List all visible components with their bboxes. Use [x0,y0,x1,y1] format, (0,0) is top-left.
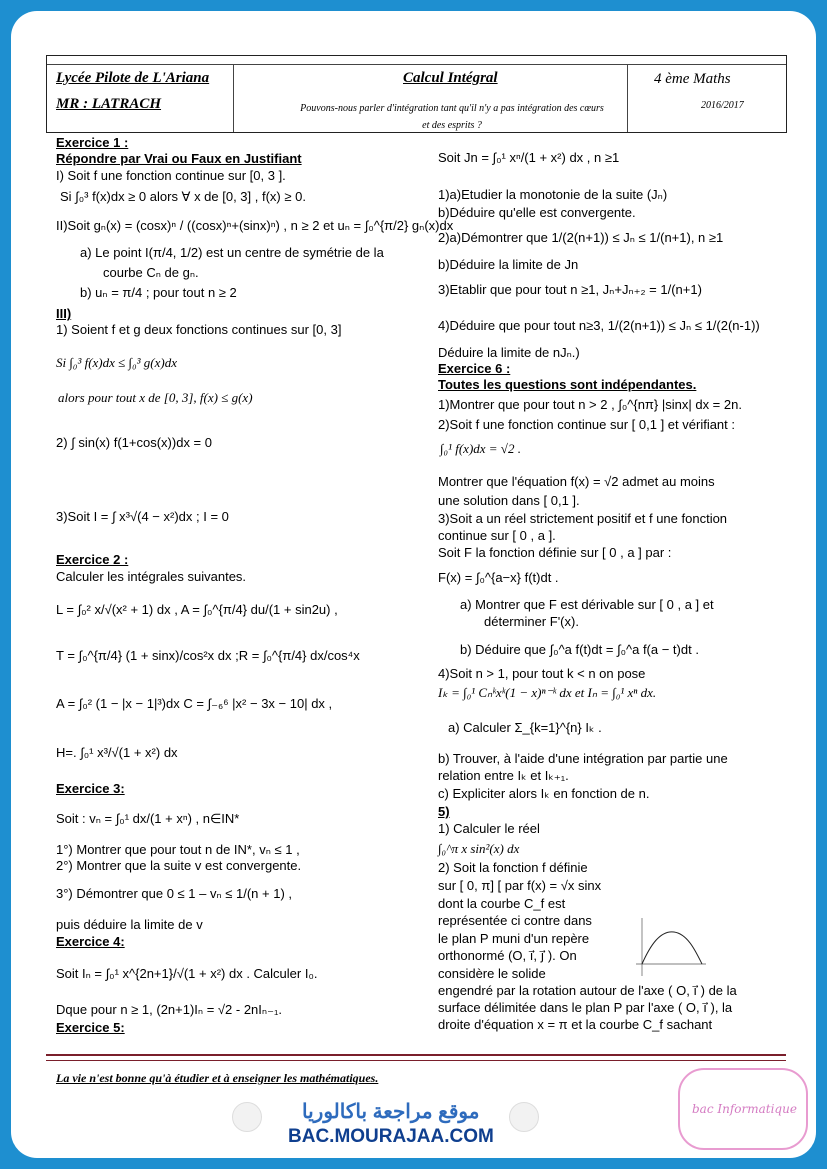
ex6-q3b: continue sur [ 0 , a ]. [438,528,556,543]
ex6-q4c: a) Calculer Σ_{k=1}^{n} Iₖ . [448,720,602,735]
ex5-title: Exercice 5: [56,1020,125,1035]
ex5-line3: b)Déduire qu'elle est convergente. [438,205,636,220]
ex6-q4e: relation entre Iₖ et Iₖ₊₁. [438,768,569,783]
ex6-q5f: représentée ci contre dans [438,913,592,928]
ex2-line2: T = ∫₀^{π/4} (1 + sinx)/cos²x dx ;R = ∫₀^{π/4} dx/cos⁴x [56,648,360,663]
ex6-q4b: Iₖ = ∫₀¹ Cₙᵏxᵏ(1 − x)ⁿ⁻ᵏ dx et Iₙ = ∫₀¹ xⁿ dx. [438,685,657,700]
ex4-title: Exercice 4: [56,934,125,949]
ex4-line1: Soit Iₙ = ∫₀¹ x^{2n+1}/√(1 + x²) dx . Calculer I₀. [56,966,318,981]
site-logo-right [509,1102,539,1132]
ex6-q1: 1)Montrer que pour tout n > 2 , ∫₀^{nπ} |sinx| dx = 2n. [438,397,742,412]
ex2-line3: A = ∫₀² (1 − |x − 1|³)dx C = ∫₋₆⁶ |x² − 3x − 10| dx , [56,696,333,711]
ex3-line4: 3°) Démontrer que 0 ≤ 1 – vₙ ≤ 1/(n + 1) , [56,886,292,901]
footer-motto: La vie n'est bonne qu'à étudier et à enseigner les mathématiques. [56,1071,379,1085]
ex5-line7: 4)Déduire que pour tout n≥3, 1/(2(n+1)) ≤ Jₙ ≤ 1/(2(n-1)) [438,318,760,333]
header-top-line [47,64,786,65]
ex1-part3-ineq: Si ∫₀³ f(x)dx ≤ ∫₀³ g(x)dx [56,355,177,370]
site-url[interactable]: BAC.MOURAJAA.COM [288,1126,494,1147]
header-divider-left [233,64,234,132]
ex1-part3-conclusion: alors pour tout x de [0, 3], f(x) ≤ g(x) [58,390,253,405]
ex1-part2-a2: courbe Cₙ de gₙ. [103,265,199,280]
ex5-line5: b)Déduire la limite de Jn [438,257,579,272]
ex1-title: Exercice 1 : [56,135,129,150]
ex1-part2: II)Soit gₙ(x) = (cosx)ⁿ / ((cosx)ⁿ+(sinx)ⁿ) , n ≥ 2 et uₙ = ∫₀^{π/2} gₙ(x)dx [56,218,454,233]
ex6-q5i: considère le solide [438,966,546,981]
ex2-line4: H=. ∫₀¹ x³/√(1 + x²) dx [56,745,178,760]
ex5-line4: 2)a)Démontrer que 1/(2(n+1)) ≤ Jₙ ≤ 1/(n+1), n ≥1 [438,230,724,245]
graph-curve [642,932,702,964]
document-title: Calcul Intégral [403,70,498,86]
ex6-q2a: 2)Soit f une fonction continue sur [ 0,1 ] et vérifiant : [438,417,736,432]
ex5-line6: 3)Etablir que pour tout n ≥1, Jₙ+Jₙ₊₂ = 1/(n+1) [438,282,702,297]
ex6-q5b: ∫₀^π x sin²(x) dx [438,841,520,856]
school-name: Lycée Pilote de L'Ariana [56,70,210,86]
ex6-q3g: b) Déduire que ∫₀^a f(t)dt = ∫₀^a f(a − t)dt . [460,642,699,657]
ex6-q5: 5) [438,804,450,819]
site-name-arabic[interactable]: موقع مراجعة باكالوريا [302,1101,480,1123]
ex6-q2d: une solution dans [ 0,1 ]. [438,493,580,508]
header-divider-right [627,64,628,132]
ex6-q3f: déterminer F'(x). [484,614,579,629]
ex6-q2c: Montrer que l'équation f(x) = √2 admet au moins [438,474,715,489]
ex2-intro: Calculer les intégrales suivantes. [56,569,247,584]
site-logo-left [232,1102,262,1132]
ex5-line8: Déduire la limite de nJₙ.) [438,345,580,360]
ex6-q5h: orthonormé (O, i⃗, j⃗ ). On [438,948,577,963]
ex5-line2: 1)a)Etudier la monotonie de la suite (Jₙ) [438,187,668,202]
ex1-part3-2: 2) ∫ sin(x) f(1+cos(x))dx = 0 [56,435,212,450]
ex6-q5a: 1) Calculer le réel [438,821,540,836]
ex1-instruction: Répondre par Vrai ou Faux en Justifiant [56,151,302,166]
ex2-line1: L = ∫₀² x/√(x² + 1) dx , A = ∫₀^{π/4} du/(1 + sin2u) , [56,602,338,617]
ex6-q5c: 2) Soit la fonction f définie [438,860,588,875]
ex6-q4d: b) Trouver, à l'aide d'une intégration par partie une [438,751,728,766]
header-quote: Pouvons-nous parler d'intégration tant qu'il n'y a pas intégration des cœurs et des esprits ? [300,103,604,131]
ex6-q3e: a) Montrer que F est dérivable sur [ 0 , a ] et [460,597,714,612]
ex6-q3c: Soit F la fonction définie sur [ 0 , a ] par : [438,545,672,560]
ex1-part3-3: 3)Soit I = ∫ x³√(4 − x²)dx ; I = 0 [56,509,229,524]
ex6-title: Exercice 6 : [438,361,511,376]
ex6-q3d: F(x) = ∫₀^{a−x} f(t)dt . [438,570,559,585]
ex6-q5j: engendré par la rotation autour de l'axe ( O, i⃗ ) de la [438,983,737,998]
ex6-q5e: dont la courbe C_f est [438,896,566,911]
bac-informatique-badge [678,1068,808,1150]
ex6-q4a: 4)Soit n > 1, pour tout k < n on pose [438,666,646,681]
teacher-name: MR : LATRACH [56,96,162,112]
ex6-q5k: surface délimitée dans le plan P par l'axe ( O, i⃗ ), la [438,1000,733,1015]
ex6-q5d: sur [ 0, π] [ par f(x) = √x sinx [438,878,602,893]
ex3-line3: 2°) Montrer que la suite v est convergente. [56,858,302,873]
ex1-part2-b: b) uₙ = π/4 ; pour tout n ≥ 2 [80,285,237,300]
ex6-q3a: 3)Soit a un réel strictement positif et f une fonction [438,511,728,526]
ex2-title: Exercice 2 : [56,552,129,567]
ex6-q5g: le plan P muni d'un repère [438,931,590,946]
footer-rule-thin [46,1060,786,1061]
ex1-part1: I) Soit f une fonction continue sur [0, 3 ]. [56,168,286,183]
ex3-line2: 1°) Montrer que pour tout n de IN*, vₙ ≤ 1 , [56,842,300,857]
ex3-line1: Soit : vₙ = ∫₀¹ dx/(1 + xⁿ) , n∈IN* [56,811,240,826]
ex6-q5l: droite d'équation x = π et la courbe C_f sachant [438,1017,713,1032]
school-year: 2016/2017 [701,100,744,111]
curve-cf-graph [632,916,708,978]
ex3-line5: puis déduire la limite de v [56,917,203,932]
badge-text: bac Informatique [692,1102,797,1116]
ex6-q4f: c) Expliciter alors Iₖ en fonction de n. [438,786,650,801]
ex6-intro: Toutes les questions sont indépendantes. [438,377,697,392]
ex1-part1-statement: Si ∫₀³ f(x)dx ≥ 0 alors ∀ x de [0, 3] , f(x) ≥ 0. [60,189,306,204]
ex6-q2b: ∫₀¹ f(x)dx = √2 . [440,441,521,456]
ex1-part3: III) [56,306,72,321]
ex1-part2-a: a) Le point I(π/4, 1/2) est un centre de symétrie de la [80,245,384,260]
footer-rule-thick [46,1054,786,1056]
ex4-line2: Dque pour n ≥ 1, (2n+1)Iₙ = √2 - 2nIₙ₋₁. [56,1002,282,1017]
ex3-title: Exercice 3: [56,781,125,796]
class-level: 4 ème Maths [654,71,731,87]
ex1-part3-1: 1) Soient f et g deux fonctions continues sur [0, 3] [56,322,342,337]
ex5-line1: Soit Jn = ∫₀¹ xⁿ/(1 + x²) dx , n ≥1 [438,150,620,165]
